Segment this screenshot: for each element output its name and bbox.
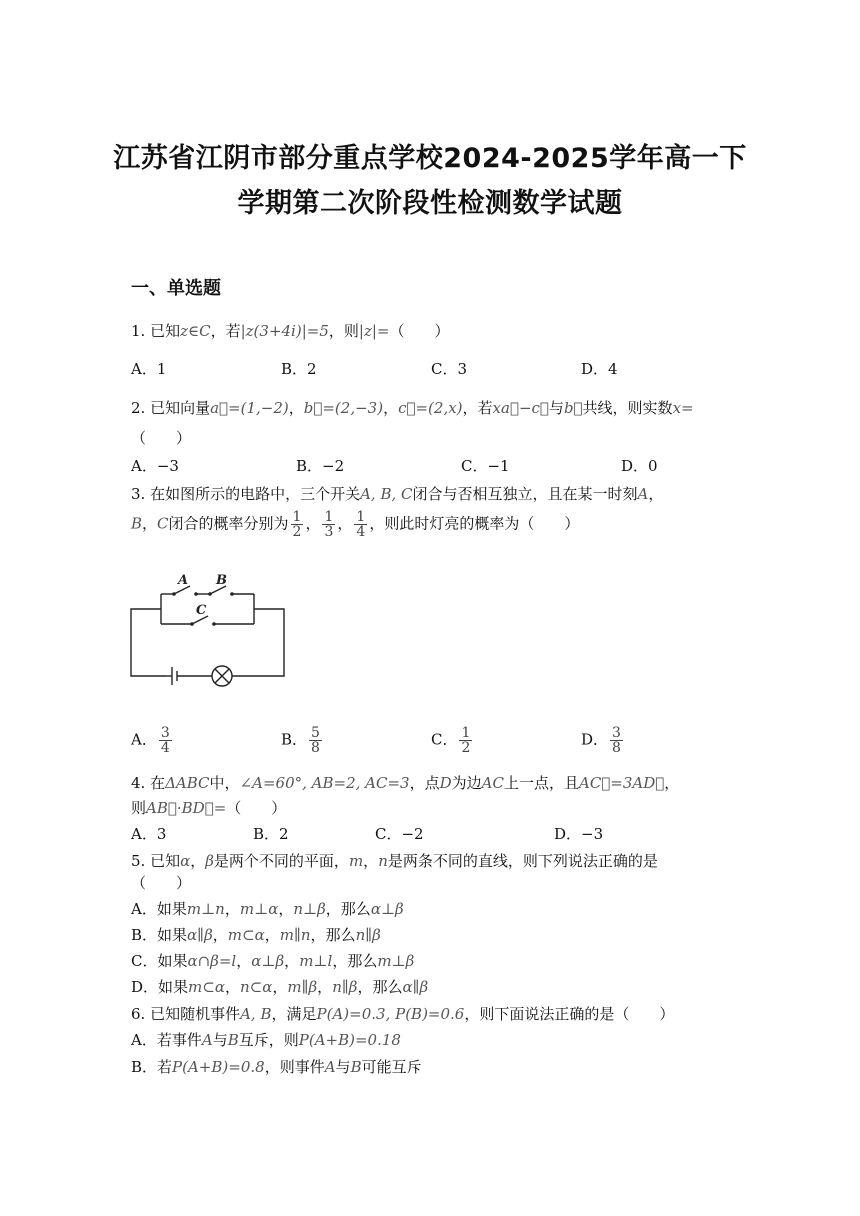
switch-b-contact (208, 592, 212, 596)
q3-option-a: A． $\frac{3}{4}$ (131, 725, 170, 756)
q4-option-a: A．3 (131, 825, 167, 843)
q1-option-c: C．3 (431, 360, 468, 378)
q5-option-c: C．如果α∩β=l，α⊥β，m⊥l，那么m⊥β (131, 952, 415, 970)
question-5-cont: （ ） (131, 874, 192, 892)
q2-option-b: B．−2 (296, 457, 345, 475)
q5-option-b: B．如果α∥β，m⊂α，m∥n，那么n∥β (131, 926, 381, 944)
title-line-1: 江苏省江阴市部分重点学校2024-2025学年高一下 (113, 143, 747, 174)
section-heading: 一、单选题 (131, 278, 221, 299)
circuit-diagram (124, 566, 294, 696)
switch-label-c: C (196, 603, 207, 618)
q1-option-a: A．1 (131, 360, 167, 378)
switch-a-contact (172, 592, 176, 596)
q6-option-b: B．若P(A+B)=0.8，则事件A与B可能互斥 (131, 1058, 422, 1076)
q4-option-c: C．−2 (375, 825, 424, 843)
question-2: 2. 已知向量a⃗=(1,−2)，b⃗=(2,−3)，c⃗=(2,x)，若xa⃗−c⃗与b⃗共线，则实数x= (131, 399, 694, 417)
question-2-cont: （ ） (131, 429, 192, 447)
q3-option-d: D． $\frac{3}{8}$ (581, 725, 621, 756)
question-6: 6. 已知随机事件A, B，满足P(A)=0.3, P(B)=0.6，则下面说法正确的是（ ） (131, 1005, 675, 1023)
q2-option-c: C．−1 (461, 457, 510, 475)
fraction-one-quarter: $\frac{1}{4}$ (356, 509, 366, 540)
fraction-one-half: $\frac{1}{2}$ (292, 509, 302, 540)
q3-option-c: C． $\frac{1}{2}$ (431, 725, 471, 756)
fraction-one-third: $\frac{1}{3}$ (324, 509, 334, 540)
q2-option-d: D．0 (621, 457, 658, 475)
switch-label-b: B (216, 573, 227, 588)
question-4-line-2: 则AB⃗·BD⃗=（ ） (131, 799, 287, 817)
q4-option-d: D．−3 (554, 825, 604, 843)
title-line-2: 学期第二次阶段性检测数学试题 (237, 188, 623, 219)
question-3-line-1: 3. 在如图所示的电路中，三个开关A, B, C闭合与否相互独立，且在某一时刻A， (131, 485, 664, 503)
switch-label-a: A (178, 573, 189, 588)
q5-option-a: A．如果m⊥n，m⊥α，n⊥β，那么α⊥β (131, 900, 404, 918)
q4-option-b: B．2 (253, 825, 289, 843)
q1-option-d: D．4 (581, 360, 618, 378)
q3-option-b: B． $\frac{5}{8}$ (281, 725, 320, 756)
question-4-line-1: 4. 在ΔABC中，∠A=60°, AB=2, AC=3，点D为边AC上一点，且AC⃗=3AD⃗， (131, 774, 680, 792)
q5-option-d: D．如果m⊂α，n⊂α，m∥β，n∥β，那么α∥β (131, 978, 429, 996)
question-3-line-2: B，C闭合的概率分别为 $\frac{1}{2}$ ， $\frac{1}{3}$ ， $\frac{1}{4}$ ，则此时灯亮的概率为（ ） (131, 509, 580, 540)
switch-c-contact (190, 622, 194, 626)
q2-option-a: A．−3 (131, 457, 179, 475)
question-1: 1. 已知z∈C，若|z(3+4i)|=5，则|z|=（ ） (131, 322, 450, 340)
q1-option-b: B．2 (281, 360, 317, 378)
q6-option-a: A．若事件A与B互斥，则P(A+B)=0.18 (131, 1031, 401, 1049)
question-5: 5. 已知α，β是两个不同的平面，m，n是两条不同的直线，则下列说法正确的是 (131, 852, 658, 870)
